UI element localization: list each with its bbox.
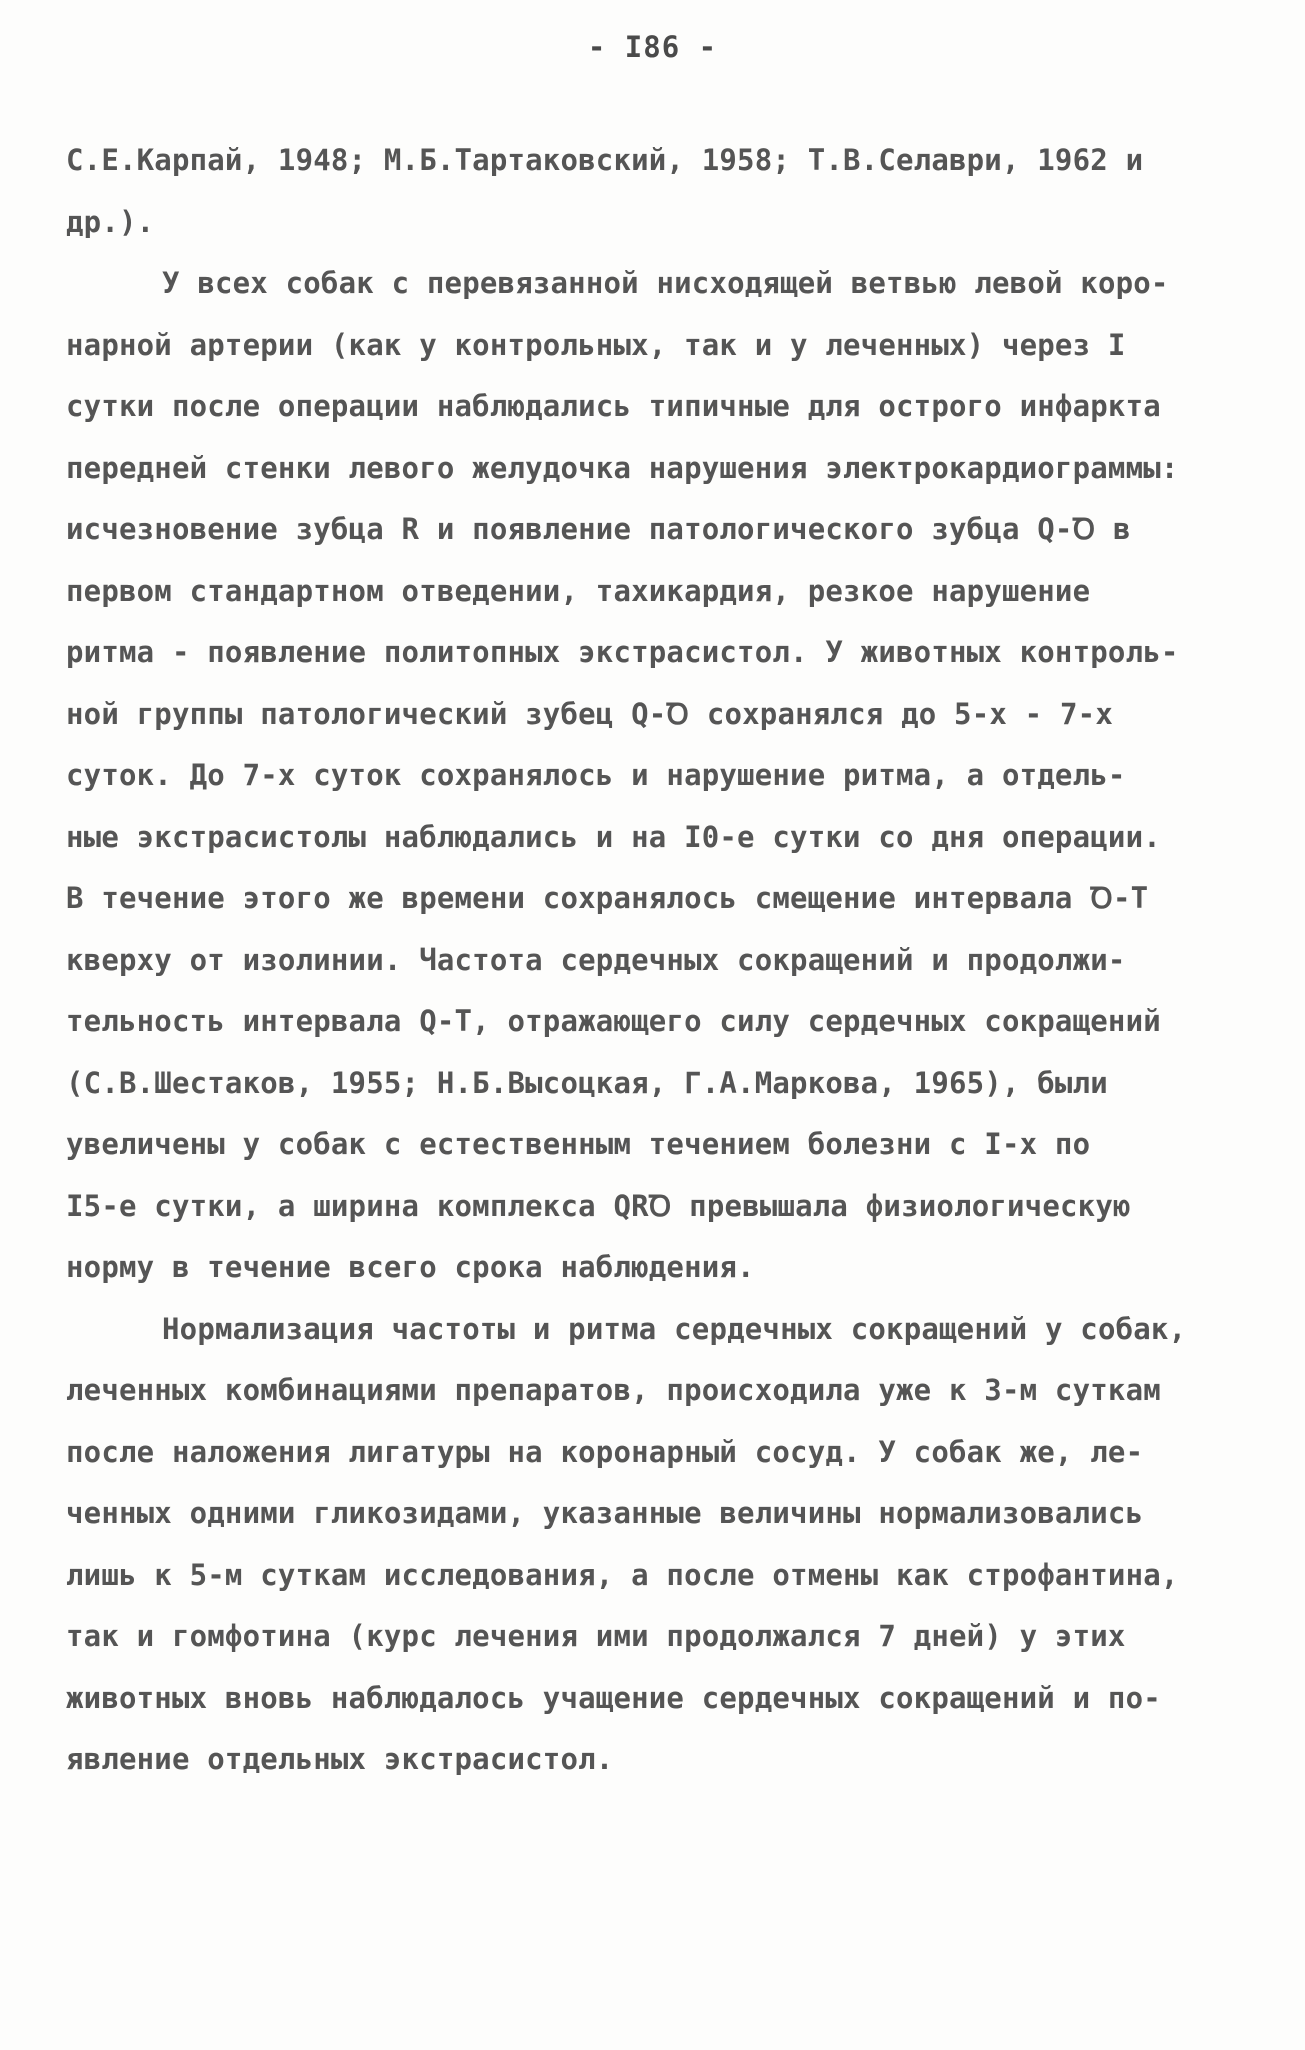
text-line: ритма - появление политопных экстрасистол. У животных контроль- [66, 635, 1179, 669]
text-line: исчезновение зубца R и появление патологического зубца Q-Ꝺ в [66, 512, 1131, 546]
text-line: леченных комбинациями препаратов, происходила уже к 3-м суткам [66, 1373, 1161, 1407]
text-line: С.Е.Карпай, 1948; М.Б.Тартаковский, 1958; Т.В.Селаври, 1962 и [66, 143, 1144, 177]
text-line: суток. До 7-х суток сохранялось и нарушение ритма, а отдель- [66, 758, 1126, 792]
text-line: (С.В.Шестаков, 1955; Н.Б.Высоцкая, Г.А.Маркова, 1965), были [66, 1065, 1108, 1100]
text-line: У всех собак с перевязанной нисходящей ветвью левой коро- [162, 266, 1169, 300]
text-line: лишь к 5-м суткам исследования, а после отмены как строфантина, [66, 1557, 1179, 1592]
text-line: увеличены у собак с естественным течением болезни с I-х по [66, 1127, 1091, 1161]
text-line: норму в течение всего срока наблюдения. [66, 1250, 755, 1284]
text-line: I5-е сутки, а ширина комплекса QRꝹ превышала физиологическую [66, 1188, 1131, 1223]
text-line: Нормализация частоты и ритма сердечных сокращений у собак, [162, 1311, 1187, 1346]
text-line: В течение этого же времени сохранялось смещение интервала Ꝺ-Т [66, 881, 1149, 915]
text-line: ченных одними гликозидами, указанные величины нормализовались [66, 1496, 1144, 1530]
page-number: - I86 - [587, 30, 718, 64]
text-line: передней стенки левого желудочка нарушения электрокардиограммы: [66, 450, 1179, 485]
text-line: после наложения лигатуры на коронарный сосуд. У собак же, ле- [66, 1434, 1144, 1469]
text-line: нарной артерии (как у контрольных, так и у леченных) через I [66, 327, 1126, 362]
text-line: так и гомфотина (курс лечения ими продолжался 7 дней) у этих [66, 1619, 1126, 1653]
text-line: явление отдельных экстрасистол. [66, 1742, 614, 1776]
text-line: тельность интервала Q-Т, отражающего силу сердечных сокращений [66, 1004, 1161, 1038]
text-line: др.). [66, 204, 155, 239]
text-line: первом стандартном отведении, тахикардия, резкое нарушение [66, 573, 1091, 608]
body-text [66, 130, 1256, 1791]
text-line: ной группы патологический зубец Q-Ꝺ сохранялся до 5-х - 7-х [66, 696, 1113, 731]
text-line: животных вновь наблюдалось учащение сердечных сокращений и по- [66, 1680, 1161, 1715]
text-line: кверху от изолинии. Частота сердечных сокращений и продолжи- [66, 942, 1126, 977]
text-line: ные экстрасистолы наблюдались и на I0-е сутки со дня операции. [66, 819, 1161, 854]
text-line: сутки после операции наблюдались типичные для острого инфаркта [66, 389, 1161, 423]
